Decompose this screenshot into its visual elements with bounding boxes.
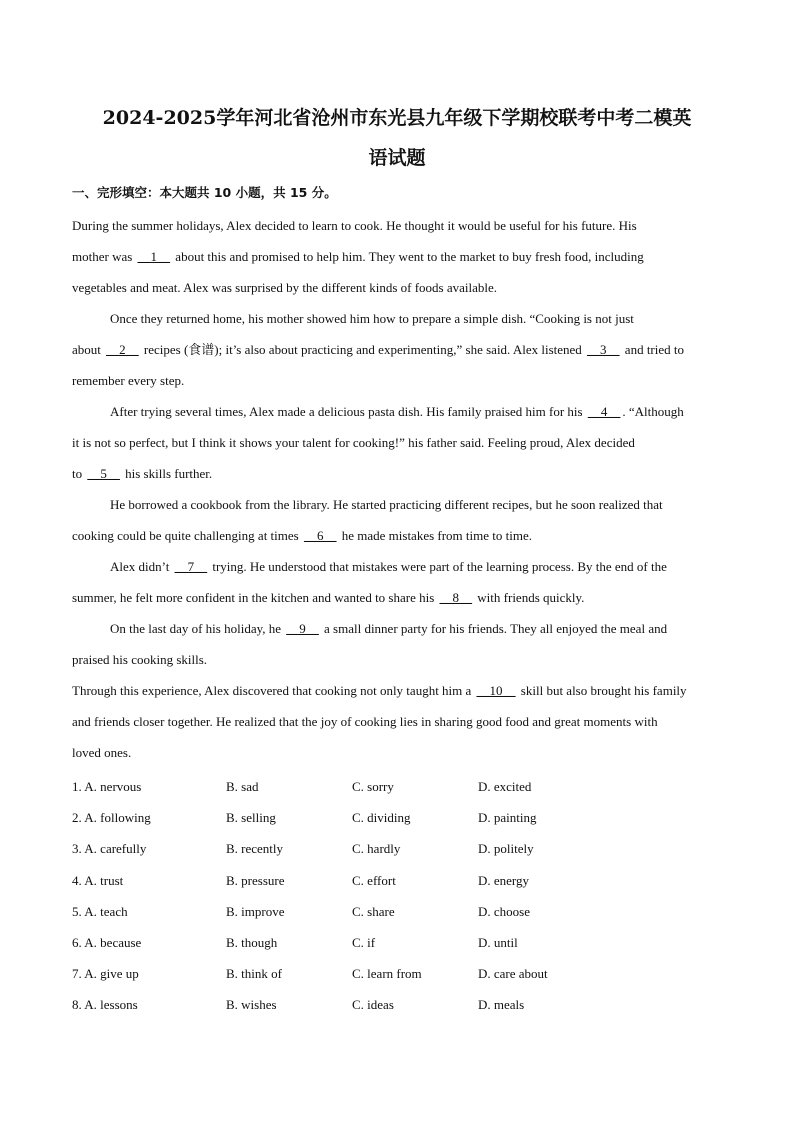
option-b: B. sad	[226, 779, 259, 794]
option-a: 5. A. teach	[72, 903, 128, 919]
option-d: D. until	[478, 934, 518, 950]
blank-2: __2__	[106, 342, 139, 357]
passage-line: remember every step.	[72, 373, 185, 388]
option-b: B. recently	[226, 841, 284, 857]
passage-line: Once they returned home, his mother showed him how to prepare a simple dish. “Cooking is not just	[110, 311, 634, 326]
blank-5: __5__	[87, 466, 120, 481]
option-a: 2. A. following	[72, 810, 151, 826]
passage-line: He borrowed a cookbook from the library. He started practicing different recipes, but he soon realized that	[110, 497, 663, 512]
passage-line: summer, he felt more confident in the kitchen and wanted to share his __8__ with friends quickly.	[72, 590, 585, 605]
passage-line: mother was __1__ about this and promised to help him. They went to the market to buy fresh food, including	[72, 249, 644, 264]
passage-line: it is not so perfect, but I think it shows your talent for cooking!” his father said. Feeling proud, Alex decided	[72, 435, 635, 450]
exam-title-line-2: 语试题	[368, 147, 426, 169]
options-row	[72, 898, 722, 929]
blank-9: __9__	[286, 621, 319, 636]
option-d: D. excited	[478, 779, 532, 794]
passage-line: On the last day of his holiday, he __9__ a small dinner party for his friends. They all enjoyed the meal and	[110, 621, 668, 636]
option-b: B. improve	[226, 903, 285, 919]
passage-line: to __5__ his skills further.	[72, 466, 213, 481]
options-row	[72, 991, 722, 1022]
blank-7: __7__	[174, 559, 208, 574]
section-heading: 一、完形填空：本大题共 10 小题，共 15 分。	[72, 185, 337, 200]
options-list	[72, 773, 722, 1023]
option-c: C. if	[352, 934, 376, 950]
blank-1: __1__	[137, 249, 171, 264]
options-row	[72, 773, 722, 804]
passage-line: Through this experience, Alex discovered that cooking not only taught him a __10__ skill but also brought his family	[72, 683, 687, 698]
passage-line: After trying several times, Alex made a delicious pasta dish. His family praised him for his __4__ . “Although	[110, 404, 684, 419]
option-c: C. effort	[352, 872, 396, 888]
option-c: C. learn from	[352, 966, 422, 982]
option-b: B. wishes	[226, 997, 277, 1013]
passage-line: Alex didn’t __7__ trying. He understood that mistakes were part of the learning process. By the end of the	[110, 559, 667, 574]
option-c: C. ideas	[352, 997, 394, 1013]
options-row	[72, 867, 722, 898]
blank-4: __4__	[587, 404, 621, 419]
option-d: D. energy	[478, 872, 530, 888]
blank-8: __8__	[439, 590, 473, 605]
exam-title-line-1: 2024-2025学年河北省沧州市东光县九年级下学期校联考中考二模英	[102, 107, 692, 129]
option-b: B. think of	[226, 966, 282, 982]
option-a: 3. A. carefully	[72, 841, 147, 857]
options-row	[72, 804, 722, 835]
passage	[72, 210, 722, 768]
option-a: 1. A. nervous	[72, 779, 142, 794]
option-a: 4. A. trust	[72, 872, 124, 888]
option-b: B. selling	[226, 810, 276, 826]
passage-line: and friends closer together. He realized that the joy of cooking lies in sharing good food and great moments with	[72, 714, 658, 729]
option-b: B. though	[226, 934, 278, 950]
option-c: C. sorry	[352, 779, 394, 794]
option-c: C. dividing	[352, 810, 411, 826]
passage-line: vegetables and meat. Alex was surprised by the different kinds of foods available.	[72, 280, 498, 295]
option-c: C. hardly	[352, 841, 401, 857]
passage-line: about __2__ recipes (食谱); it’s also about practicing and experimenting,” she said. Alex listened __3__ and tried to	[72, 342, 685, 357]
blank-6: __6__	[303, 528, 337, 543]
option-b: B. pressure	[226, 872, 285, 888]
passage-line: cooking could be quite challenging at times __6__ he made mistakes from time to time.	[72, 528, 532, 543]
option-d: D. painting	[478, 810, 537, 826]
options-row	[72, 929, 722, 960]
blank-3: __3__	[587, 342, 620, 357]
option-d: D. meals	[478, 997, 525, 1013]
option-a: 8. A. lessons	[72, 997, 138, 1013]
options-row	[72, 835, 722, 866]
option-d: D. choose	[478, 903, 530, 919]
options-row	[72, 960, 722, 991]
option-a: 6. A. because	[72, 934, 142, 950]
option-d: D. politely	[478, 841, 534, 857]
option-a: 7. A. give up	[72, 966, 139, 982]
option-c: C. share	[352, 903, 395, 919]
option-d: D. care about	[478, 966, 548, 982]
passage-line: loved ones.	[72, 745, 132, 760]
blank-10: __10__	[476, 683, 516, 698]
passage-line: praised his cooking skills.	[72, 652, 208, 667]
passage-line: During the summer holidays, Alex decided to learn to cook. He thought it would be useful for his future. His	[72, 218, 637, 233]
